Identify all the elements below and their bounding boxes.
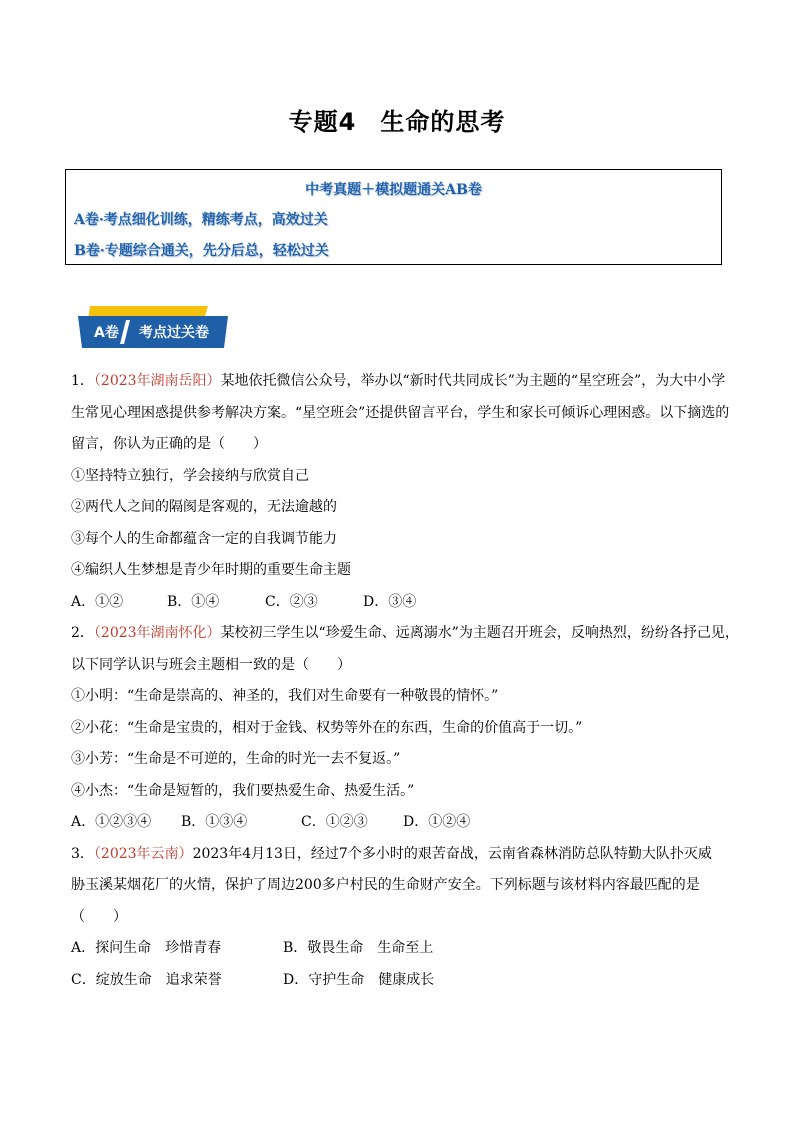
question-2 [71,618,739,839]
section-part: A卷 [94,325,119,341]
topic-number: 专题4 [288,108,357,136]
question-stem: 2023年4月13日，经过7个多小时的艰苦奋战，云南省森林消防总队特勤大队扑灭威 [192,845,712,862]
statement-item: ②两代人之间的隔阂是客观的，无法逾越的 [71,499,337,515]
option-c: C．②③ [265,593,318,610]
option-b: B．①③④ [181,814,248,830]
option-a: A．①② [71,593,124,610]
statement-item: ①小明：“生命是崇高的、神圣的，我们对生命要有一种敬畏的情怀。” [71,688,499,704]
question-stem: 留言，你认为正确的是（ ） [71,436,267,452]
option-a: A．①②③④ [71,814,152,830]
info-banner [65,169,722,265]
section-name: 考点过关卷 [139,325,209,341]
statement-item: ②小花：“生命是宝贵的，相对于金钱、权势等外在的东西，生命的价值高于一切。” [71,719,583,736]
answer-options [71,587,726,619]
question-stem: 以下同学认识与班会主题相一致的是（ ） [71,656,351,673]
answer-options [71,965,726,997]
question-stem: （ ） [71,908,127,925]
option-d: D．③④ [363,593,417,610]
question-number: 1． [71,373,94,389]
page-title [0,102,794,137]
question-stem: 生常见心理困惑提供参考解决方案。“星空班会”还提供留言平台，学生和家长可倾诉心理困惑。以下摘选的 [71,404,730,421]
option-a: A．探问生命 珍惜青春 [71,940,222,956]
section-label [78,306,248,356]
option-b: B．敬畏生命 生命至上 [283,940,434,956]
option-c: C．①②③ [301,814,368,830]
statement-item: ④小杰：“生命是短暂的，我们要热爱生命、热爱生活。” [71,782,415,799]
question-source-tag: （2023年湖南岳阳） [93,373,221,389]
option-d: D．守护生命 健康成长 [283,971,435,988]
banner-line-b: B卷·专题综合通关，先分后总，轻松过关 [74,243,329,259]
question-stem: 胁玉溪某烟花厂的火情，保护了周边200多户村民的生命财产安全。下列标题与该材料内容最匹配的是 [71,877,700,893]
question-source-tag: （2023年云南） [93,845,193,862]
question-stem: 某地依托微信公众号，举办以“新时代共同成长”为主题的“星空班会”，为大中小学 [220,373,726,389]
question-source-tag: （2023年湖南怀化） [93,625,221,641]
question-3 [71,839,726,997]
option-b: B．①④ [167,593,220,610]
banner-line-a: A卷·考点细化训练，精练考点，高效过关 [74,212,328,228]
statement-item: ①坚持特立独行，学会接纳与欣赏自己 [71,467,309,484]
question-1 [71,366,730,618]
option-d: D．①②④ [403,814,471,830]
question-number: 2． [71,625,94,641]
option-c: C．绽放生命 追求荣誉 [71,971,222,988]
question-list [71,366,739,996]
question-stem: 某校初三学生以“珍爱生命、远离溺水”为主题召开班会，反响热烈，纷纷各抒己见， [220,625,739,641]
statement-item: ③每个人的生命都蕴含一定的自我调节能力 [71,530,337,547]
banner-title: 中考真题＋模拟题通关AB卷 [305,182,482,198]
statement-item: ③小芳：“生命是不可逆的，生命的时光一去不复返。” [71,751,401,767]
answer-options [71,933,726,965]
statement-item: ④编织人生梦想是青少年时期的重要生命主题 [71,562,351,578]
question-number: 3． [71,845,94,862]
answer-options [71,807,726,839]
topic-name: 生命的思考 [380,108,506,136]
